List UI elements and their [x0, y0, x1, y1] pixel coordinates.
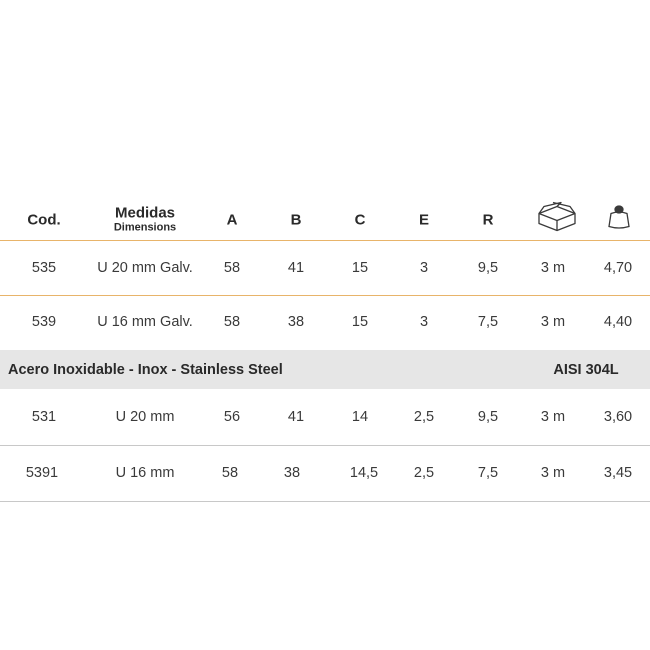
row-r: 9,5 — [477, 408, 499, 425]
row-medida: U 20 mm — [115, 408, 175, 425]
row-length: 3 m — [540, 259, 566, 276]
row-c: 14,5 — [349, 464, 379, 481]
row-weight: 4,40 — [603, 313, 633, 330]
row-a: 58 — [223, 259, 241, 276]
row-e: 2,5 — [413, 408, 435, 425]
header-c: C — [354, 211, 366, 229]
row-b: 41 — [287, 259, 305, 276]
row-r: 7,5 — [477, 464, 499, 481]
row-weight: 3,45 — [603, 464, 633, 481]
row-cod: 535 — [31, 259, 57, 276]
header-b: B — [290, 211, 302, 229]
header-e: E — [418, 211, 430, 229]
header-medidas: Medidas — [114, 204, 176, 222]
row-cod: 5391 — [25, 464, 59, 481]
row-e: 3 — [419, 313, 429, 330]
row-a: 56 — [223, 408, 241, 425]
row-medida: U 16 mm — [115, 464, 175, 481]
row-cod: 531 — [31, 408, 57, 425]
header-r: R — [482, 211, 494, 229]
header-a: A — [226, 211, 238, 229]
row-cod: 539 — [31, 313, 57, 330]
row-divider — [0, 445, 650, 446]
row-r: 9,5 — [477, 259, 499, 276]
header-cod: Cod. — [27, 211, 61, 229]
row-c: 15 — [351, 313, 369, 330]
section-grade: AISI 304L — [553, 362, 619, 378]
header-dimensions: Dimensions — [113, 221, 177, 234]
row-e: 2,5 — [413, 464, 435, 481]
row-a: 58 — [223, 313, 241, 330]
row-e: 3 — [419, 259, 429, 276]
section-title: Acero Inoxidable - Inox - Stainless Steel — [8, 362, 283, 378]
row-divider — [0, 295, 650, 296]
box-icon — [535, 202, 579, 237]
row-medida: U 16 mm Galv. — [97, 313, 193, 330]
row-weight: 4,70 — [603, 259, 633, 276]
row-c: 15 — [351, 259, 369, 276]
weight-icon — [606, 203, 632, 236]
row-length: 3 m — [540, 313, 566, 330]
row-a: 58 — [221, 464, 239, 481]
row-medida: U 20 mm Galv. — [97, 259, 193, 276]
row-b: 41 — [287, 408, 305, 425]
header-divider — [0, 240, 650, 241]
row-b: 38 — [287, 313, 305, 330]
table-bottom-rule — [0, 501, 650, 502]
row-b: 38 — [283, 464, 301, 481]
row-length: 3 m — [540, 464, 566, 481]
row-c: 14 — [351, 408, 369, 425]
row-weight: 3,60 — [603, 408, 633, 425]
row-r: 7,5 — [477, 313, 499, 330]
row-length: 3 m — [540, 408, 566, 425]
